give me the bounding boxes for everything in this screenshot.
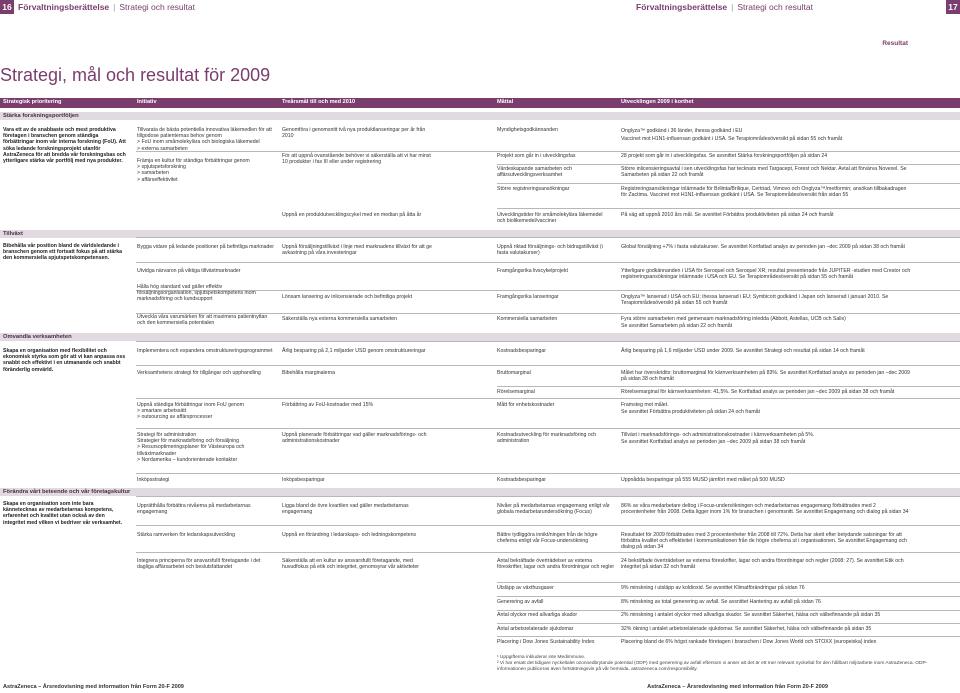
row-divider xyxy=(136,341,960,342)
header-section-right: Förvaltningsberättelse xyxy=(636,2,728,12)
goal-text: Lönsam lansering av inlicensierade och befintliga projekt xyxy=(282,294,413,300)
column-header-bar xyxy=(0,98,960,108)
page-number-left: 16 xyxy=(0,0,14,14)
development-text: Större inlicensieringsavtal i sen utvecklingsfas har tecknats med Targacept, Forest och Nektar. Avtal att förvärva Novexel. Se Samarbeten på sidan 22 och framåt xyxy=(621,166,907,179)
metric-text: Antal bekräftade överträdelser av externa föreskrifter, lagar och andra förordningar och regler xyxy=(497,558,615,571)
goal-text: Uppnå försäljningstillväxt i linje med marknadens tillväxt för att ge avkastning på våra investeringar xyxy=(282,244,432,257)
development-text: Global försäljning +7% i fasta valutakurser. Se avsnittet Kortfattad analys av perioden jan –dec 2009 på sidan 38 och framåt xyxy=(621,244,905,250)
row-divider xyxy=(136,365,960,366)
metric-text: Mått för enhetskostnader xyxy=(497,402,555,408)
metric-text: Uppnå riktad försäljnings- och bidragstillväxt (i fasta valutakurser) xyxy=(497,244,603,257)
development-text: 86% av våra medarbetare deltog i Focus-undersökningen och medarbetarnas engagemang förbättrades med 2 procentenheter från 2008. Detta ligger inom 1% för branschen i genomsnitt. Se avsnittet Engagemang och dialog på sidan 34 xyxy=(621,503,909,516)
row-divider xyxy=(136,525,960,526)
column-header: Strategisk prioritering xyxy=(3,99,62,105)
header-separator-right: | xyxy=(731,2,734,12)
metric-text: Kostnadsbesparingar xyxy=(497,477,547,483)
development-text: Ytterligare godkännanden i USA för Seroquel och Seroquel XR; resultat presenterade från JUPITER -studien med Crestor och registreringsansökningar inlämnade i USA och EU. Se Terapiområdesöversikt på sidan 55 och framåt xyxy=(621,268,911,281)
goal-text: Förbättring av FoU-kostnader med 15% xyxy=(282,402,374,408)
goal-text: Årlig besparing på 2,1 miljarder USD genom omstruktureringar xyxy=(282,348,426,354)
footer-right: AstraZeneca – Årsredovisning med information från Form 20-F 2009 xyxy=(647,684,828,690)
metric-text: Värdeskapande samarbeten och affärsutvecklingsverksamhet xyxy=(497,166,572,179)
initiative-text: Implementera och expandera omstruktureringsprogrammet xyxy=(137,348,273,354)
initiative-text: Utvidga närvaron på viktiga tillväxtmarknader xyxy=(137,268,241,274)
development-text: 8% minskning av total generering av avfall. Se avsnittet Hantering av avfall på sidan 76 xyxy=(621,599,821,605)
initiative-text: Utveckla våra varumärken för att maximera patientnyttan och den kommersiella potentialen xyxy=(137,314,268,327)
development-text: Målet har överskridits: bruttomarginal för kärnverksamheten på 83%. Se avsnittet Kortfattad analys av perioden jan –dec 2009 på sidan 38 och framåt xyxy=(621,370,910,383)
section-band xyxy=(0,488,960,496)
priority-text: Skapa en organisation som inte bara kännetecknas av medarbetarnas kompetens, erfarenhet och kvalitet utan också av den integritet med vilken vi bedriver vår verksamhet. xyxy=(3,501,123,526)
column-header: Initiativ xyxy=(137,99,157,105)
footer-left: AstraZeneca – Årsredovisning med information från Form 20-F 2009 xyxy=(3,684,184,690)
goal-text: Inköpsbesparingar xyxy=(282,477,325,483)
section-tag: Resultat xyxy=(882,40,908,47)
row-divider xyxy=(497,582,960,583)
metric-text: Myndighetsgodkännanden xyxy=(497,127,558,133)
development-text: Årlig besparing på 1,6 miljarder USD under 2009. Se avsnittet Strategi och resultat på sidan 14 och framåt xyxy=(621,348,865,354)
metric-text: Kommersiella samarbeten xyxy=(497,316,558,322)
header-subsection-right: Strategi och resultat xyxy=(737,2,813,12)
goal-text: Genomföra i genomsnitt två nya produktlanseringar per år från 2010 xyxy=(282,127,426,140)
section-band xyxy=(0,112,960,120)
goal-text: Uppnå en produktutvecklingscykel med en median på åtta år xyxy=(282,212,422,218)
development-text: Onglyza™ lanserad i USA och EU; ihessa lanserad i EU; Symbicort godkänd i Japan och lanserad i januari 2010. Se Terapiområdesöversikt på sidan 55 och framåt xyxy=(621,294,889,307)
metric-text: Bruttomarginal xyxy=(497,370,531,376)
section-label: Förändra vårt beteende och vår företagskultur xyxy=(3,489,131,495)
row-divider xyxy=(136,473,960,474)
header-subsection: Strategi och resultat xyxy=(119,2,195,12)
initiative-text: Integrera principerna för ansvarsfullt företagande i det dagliga affärsarbetet och beslutsfattandet xyxy=(137,558,261,571)
metric-text: Framgångsrika lanseringar xyxy=(497,294,559,300)
metric-text: Kostnadsutveckling för marknadsföring och administration xyxy=(497,432,597,445)
goal-text: För att uppnå ovanstående behöver vi säkerställa att vi har minst 10 produkter i fas III eller under registrering xyxy=(282,153,431,166)
goal-text: Uppnå planerade förbättringar vad gäller marknadsförings- och administrationskostnader xyxy=(282,432,427,445)
initiative-text: Tillvarata de bästa potentiella innovativa läkemedlen för att tillgodose patienternas behov genom > FoU inom småmolekylära och biologiska läkemedel > externa samarbeten Främja en kultur för ständiga förbättringar genom > spjutspetsforskning > samarbeten > affärseffektivitet xyxy=(137,127,272,183)
development-text: Framsteg mot målet. Se avsnittet Förbättra produktiviteten på sidan 24 och framåt xyxy=(621,402,760,415)
initiative-text: Hålla hög standard vad gäller effektiv försäljningsorganisation, spjutspetskompetens inom marknadsföring och kundsupport xyxy=(137,284,256,303)
section-band xyxy=(0,333,960,341)
section-label: Stärka forskningsportföljen xyxy=(3,113,79,119)
development-text: Onglyza™ godkänd i 36 länder, ihessa godkänd i EU Vaccinet mot H1N1-influensan godkänt i USA. Se Terapiområdesöversikt på sidan 55 och framåt xyxy=(621,128,843,142)
initiative-text: Bygga vidare på ledande positioner på befintliga marknader xyxy=(137,244,274,250)
metric-text: Nivåer på medarbetarnas engagemang enligt vår globala medarbetarundersökning (Focus) xyxy=(497,503,610,516)
row-divider xyxy=(136,428,960,429)
goal-text: Uppnå en förändring i ledarskaps- och ledningskompetens xyxy=(282,532,417,538)
goal-text: Bibehålla marginalerna xyxy=(282,370,336,376)
initiative-text: Stärka ramverken för ledarskapsutveckling xyxy=(137,532,236,538)
development-text: 28 projekt som går in i utvecklingsfas. Se avsnittet Stärka forskningsportföljen på sidan 24 xyxy=(621,153,828,159)
metric-text: Antal arbetsrelaterade sjukdomar xyxy=(497,626,574,632)
row-divider xyxy=(136,237,960,238)
priority-text: Vara ett av de snabbaste och mest produktiva företagen i branschen genom ständiga förbättringar inom vår interna forskning (FoU). Att söka ledande forskningsprojekt utanför AstraZeneca för att bredda vår forskningsbas och ytterligare stärka vår portfölj med nya produkter. xyxy=(3,127,126,165)
page-number-right: 17 xyxy=(946,0,960,14)
section-label: Tillväxt xyxy=(3,231,23,237)
section-label: Omvandla verksamheten xyxy=(3,334,72,340)
goal-text: Ligga bland de övre kvartilen vad gäller medarbetarnas engagemang xyxy=(282,503,409,516)
development-text: Resultatet för 2009 förbättrades med 3 procentenheter från 2008 till 72%. Detta har skett efter betydande satsningar för att förbättra kvalitet och effektivitet i kommunikationen från de högre cheferna ut i organisationen. Se avsnittet Engagemang och dialog på sidan 34 xyxy=(621,532,907,551)
header-left xyxy=(0,0,480,14)
header-separator: | xyxy=(113,2,116,12)
row-divider xyxy=(497,596,960,597)
development-text: 9% minskning i utsläpp av koldioxid. Se avsnittet Klimatförändringar på sidan 76 xyxy=(621,585,805,591)
initiative-text: Upprätthålla förbättra nivåerna på medarbetarnas engagemang xyxy=(137,503,251,516)
column-header: Måttal xyxy=(497,99,514,105)
row-divider xyxy=(497,183,960,184)
development-text: Fyra större samarbeten med gemensam marknadsföring inledda (Abbott, Astellas, UCB och Salix) Se avsnittet Samarbeten på sidan 22 och framåt xyxy=(621,316,846,329)
row-divider xyxy=(497,610,960,611)
metric-text: Utvecklingstider för småmolekylära läkemedel och biolikemedel/vacciner xyxy=(497,212,603,225)
footnote: ¹ Uppgifterna inkluderar inte Medimmune. xyxy=(497,655,586,660)
footnote: ² Vi har ersatt det tidigare nyckeltalet ozonnedbrytande potential (ODP) med generering av avfall eftersom vi anser att det är ett mer relevant nyckeltal för den hållbart miljöarbete inom AstraZeneca. ODP-informationen publiceras även fortsättningsvis på vår hemsida, astrazeneca.com/responsibility. xyxy=(497,661,928,672)
row-divider xyxy=(497,623,960,624)
development-text: Uppnådda besparingar på 555 MUSD jämfört med målet på 500 MUSD xyxy=(621,477,785,483)
metric-text: Antal olyckor med allvarliga skador xyxy=(497,612,578,618)
row-divider xyxy=(136,398,960,399)
development-text: 32% ökning i antalet arbetsrelaterade sjukdomar. Se avsnittet Säkerhet, hälsa och välbefinnande på sidan 35 xyxy=(621,626,872,632)
development-text: På väg att uppnå 2010 års mål. Se avsnittet Förbättra produktiviteten på sidan 24 och framåt xyxy=(621,212,834,218)
row-divider xyxy=(497,636,960,637)
goal-text: Säkerställa att en kultur av ansvarsfullt företagande, med huvudfokus på etik och integritet, genomsyrar vår aktiviteter xyxy=(282,558,419,571)
development-text: Rörelsemarginal för kärnverksamheten: 41,5%. Se Kortfattad analys av perioden jan –dec 2009 på sidan 38 och framåt xyxy=(621,389,895,395)
priority-text: Bibehålla vår position bland de världsledande i branschen genom ett fortsatt fokus på att stärka den kommersiella spjutspetskompetensen. xyxy=(3,243,123,262)
row-divider xyxy=(136,552,960,553)
development-text: 2% minskning i antalet olyckor med allvarliga skador. Se avsnittet Säkerhet, hälsa och välbefinnande på sidan 35 xyxy=(621,612,881,618)
metric-text: Utsläpp av växthusgaser xyxy=(497,585,554,591)
initiative-text: Inköpsstrategi xyxy=(137,477,170,483)
metric-text: Kostnadsbesparingar xyxy=(497,348,547,354)
row-divider xyxy=(497,208,960,209)
metric-text: Framgångsrika livscykelprojekt xyxy=(497,268,568,274)
development-text: Registreringsansökningar inlämnade för Brilinta/Brilique, Certriad, Vimovo och Onglyza™/metformin; ansökan tillbakadragen för Zactima. Vaccinet mot H1N1-influensan godkänt i USA. Se Terapiområdesöversikt från sidan 55 xyxy=(621,186,907,199)
column-header: Utvecklingen 2009 i korthet xyxy=(621,99,694,105)
metric-text: Rörelsemarginal xyxy=(497,389,535,395)
priority-text: Skapa en organisation med flexibilitet och ekonomisk styrka som gör att vi kan anpassa oss snabbt och effektivt i en utmanande och snabbt föränderlig omvärld. xyxy=(3,348,126,373)
metric-text: Bättre tydliggöra innikt/ningen från de högre cheferna enligt vår Focus-undersökning xyxy=(497,532,598,545)
initiative-text: Strategi för administration Strategier för marknadsföring och försäljning > Resursoptimeringsplaner för Västeuropa och tillväxtmarknader > Nordamerika – kundorienterade kontakter xyxy=(137,432,245,463)
goal-text: Säkerställa nya externa kommersiella samarbeten xyxy=(282,316,398,322)
development-text: Placering bland de 6% högst rankade företagen i branschen i Dow Jones World och STOXX (europeiska) index xyxy=(621,639,877,645)
header-right xyxy=(480,0,960,14)
initiative-text: Uppnå ständiga förbättringar inom FoU genom > smartare arbetssätt > outsourcing av affärsprocesser xyxy=(137,402,244,421)
row-divider xyxy=(497,386,960,387)
development-text: Tillväxt i marknadsförings- och administrationskostnader i kärnverksamheten på 5%. Se avsnittet Kortfattad analys av perioden jan –dec 2009 på sidan 38 och framåt xyxy=(621,432,815,445)
header-section: Förvaltningsberättelse xyxy=(18,2,110,12)
metric-text: Generering av avfall xyxy=(497,599,544,605)
row-divider xyxy=(136,496,960,497)
row-divider xyxy=(497,164,960,165)
metric-text: Projekt som går in i utvecklingsfas xyxy=(497,153,576,159)
development-text: 24 bekräftade överträdelser av externa föreskrifter, lagar och andra förordningar och regler (2008: 27). Se avsnittet Etik och integritet på sidan 32 och framåt xyxy=(621,558,904,571)
initiative-text: Verksamhetens strategi för tillgångar och upphandling xyxy=(137,370,261,376)
column-header: Treårsmål till och med 2010 xyxy=(282,99,356,105)
page-title: Strategi, mål och resultat för 2009 xyxy=(0,65,271,85)
metric-text: Större registreringsansökningar xyxy=(497,186,570,192)
row-divider xyxy=(136,262,960,263)
metric-text: Placering i Dow Jones Sustainability Index xyxy=(497,639,595,645)
